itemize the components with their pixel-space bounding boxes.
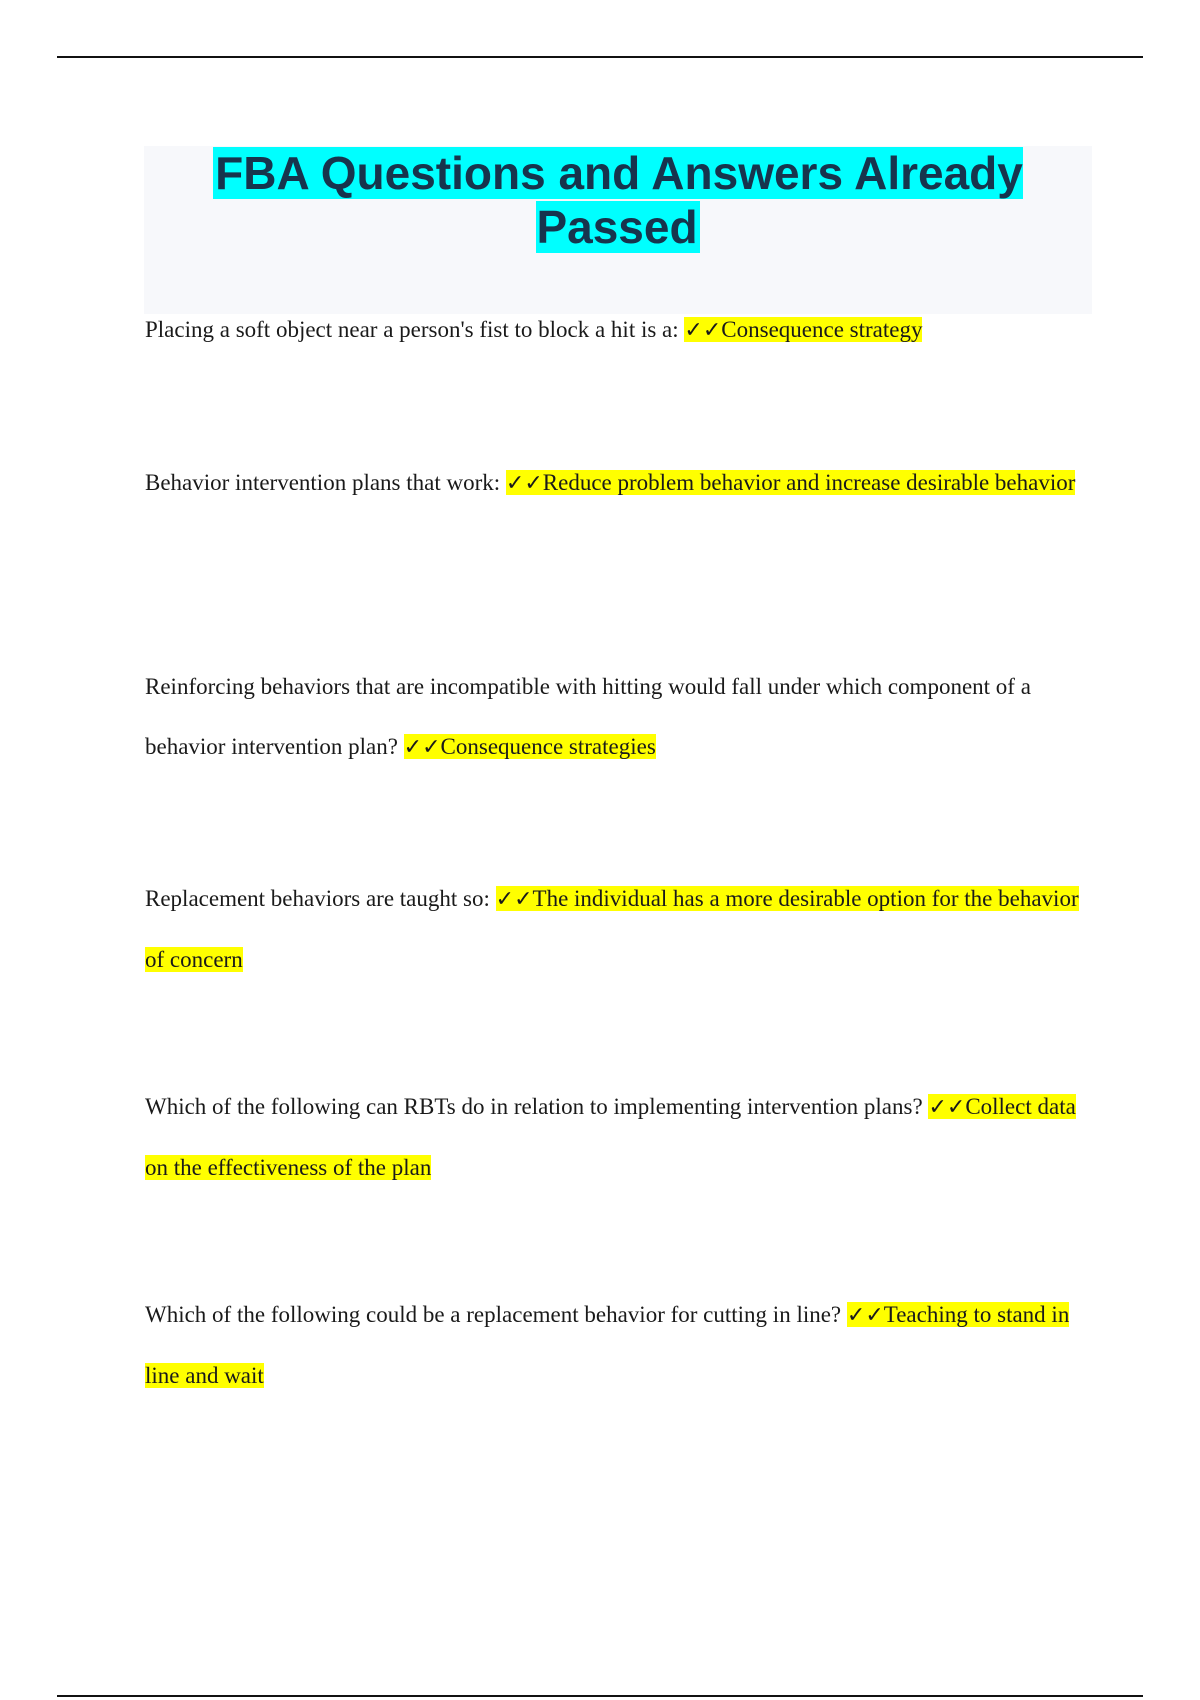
qa-item-4 bbox=[145, 869, 1090, 990]
answer-1-text: Consequence strategy bbox=[721, 317, 923, 342]
answer-2-text: Reduce problem behavior and increase desirable behavior bbox=[542, 470, 1076, 495]
document-title-text: FBA Questions and Answers Already Passed bbox=[215, 147, 1023, 253]
bottom-divider bbox=[57, 1695, 1143, 1697]
qa-item-5 bbox=[145, 1077, 1090, 1198]
check-icon: ✓✓ bbox=[403, 735, 441, 760]
top-divider bbox=[57, 56, 1143, 58]
qa-item-3 bbox=[145, 657, 1090, 778]
answer-4-text: The individual has a more desirable option for the behavior of concern bbox=[145, 886, 1079, 972]
question-5: Which of the following can RBTs do in relation to implementing intervention plans? bbox=[145, 1094, 923, 1119]
answer-6-text: Teaching to stand in line and wait bbox=[145, 1302, 1070, 1388]
check-icon: ✓✓ bbox=[505, 471, 543, 496]
check-icon: ✓✓ bbox=[684, 318, 722, 343]
question-1: Placing a soft object near a person's fist to block a hit is a: bbox=[145, 317, 679, 342]
check-icon: ✓✓ bbox=[928, 1095, 966, 1120]
document-title bbox=[144, 146, 1092, 254]
question-6: Which of the following could be a replacement behavior for cutting in line? bbox=[145, 1302, 842, 1327]
qa-item-2 bbox=[145, 453, 1090, 514]
answer-3-text: Consequence strategies bbox=[440, 734, 656, 759]
question-2: Behavior intervention plans that work: bbox=[145, 470, 501, 495]
answer-2 bbox=[506, 470, 1075, 495]
question-4: Replacement behaviors are taught so: bbox=[145, 886, 490, 911]
qa-item-6 bbox=[145, 1285, 1090, 1406]
question-3: Reinforcing behaviors that are incompatible with hitting would fall under which component of a behavior intervention plan? bbox=[145, 674, 1031, 759]
title-banner bbox=[144, 146, 1092, 314]
answer-5-text: Collect data on the effectiveness of the plan bbox=[145, 1094, 1076, 1180]
answer-1 bbox=[684, 317, 922, 342]
qa-item-1 bbox=[145, 300, 1090, 361]
answer-3 bbox=[404, 734, 656, 759]
check-icon: ✓✓ bbox=[495, 887, 533, 912]
check-icon: ✓✓ bbox=[846, 1303, 884, 1328]
